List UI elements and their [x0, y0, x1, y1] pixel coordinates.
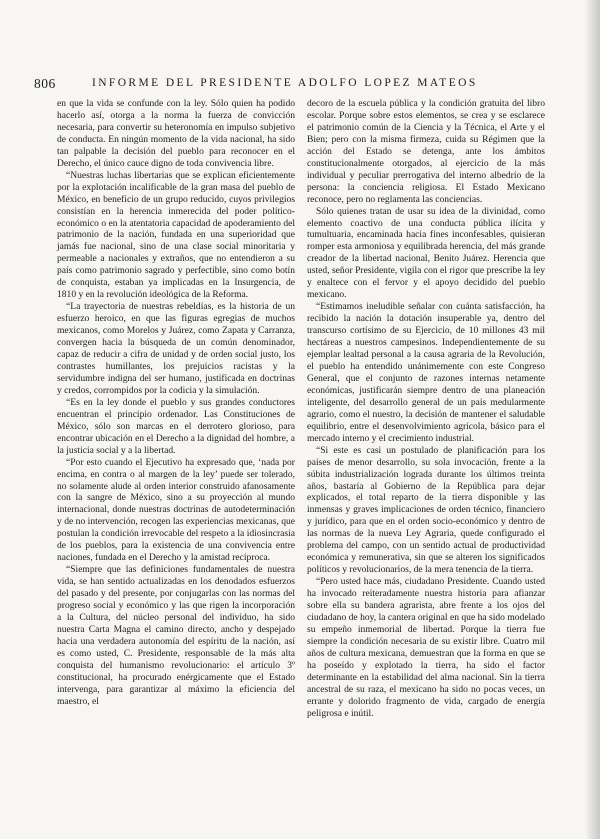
paragraph: “Estimamos ineludible señalar con cuánta satisfacción, ha recibido la nación la dotación insuperable ya, dentro del transcurso cortísimo de su Ejercicio, de 10 millones 43 mil hectáreas a nuestros campesinos. Independientemente de su ejemplar lealtad personal a la causa agraria de la Revolución, el pueblo ha entendido unánimemente con este Congreso General, que el conjunto de razones internas netamente económicas, justificarán siempre dentro de una planeación inteligente, del desarrollo general de un país medularmente agrario, como el nuestro, la decisión de mantener el saludable equilibrio, entre el desenvolvimiento agrícola, básico para el mercado interno y el crecimiento industrial. — [307, 301, 545, 444]
paragraph: Sólo quienes tratan de usar su idea de la divinidad, como elemento coactivo de una conducta pública ilícita y tumultuaria, encaminada hacia fines inconfesables, quisieran romper esta armoniosa y equilibrada herencia, del más grande creador de la libertad nacional, Benito Juárez. Herencia que usted, señor Presidente, vigila con el rigor que prescribe la ley y enaltece con el fervor y el apoyo decidido del pueblo mexicano. — [307, 205, 545, 301]
paragraph: decoro de la escuela pública y la condición gratuita del libro escolar. Porque sobre estos elementos, se crea y se esclarece el patrimonio común de la Ciencia y la Técnica, el Arte y el Bien; pero con la misma firmeza, cuida su Régimen que la acción del Estado se detenga, ante los ámbitos constitucionalmente otorgados, al ejercicio de la más individual y peculiar prerrogativa del interno albedrío de la persona: la conciencia religiosa. El Estado Mexicano reconoce, pero no reglamenta las conciencias. — [307, 98, 545, 205]
paragraph: “Es en la ley donde el pueblo y sus grandes conductores encuentran el principio ordenador. Las Constituciones de México, sólo son marcas en el derrotero glorioso, para encontrar ubicación en el Derecho a la dignidad del hombre, a la justicia social y a la libertad. — [57, 396, 295, 456]
paragraph: “Siempre que las definiciones fundamentales de nuestra vida, se han sentido actualizadas en los denodados esfuerzos del pasado y del presente, por conjugarlas con las normas del progreso social y económico y las que rigen la incorporación a la Cultura, del núcleo personal del individuo, ha sido nuestra Carta Magna el camino directo, ancho y despejado hacia una verdadera autonomía del espíritu de la nación, así es como usted, C. Presidente, responsable de la más alta conquista del humanismo revolucionario: el artículo 3º constitucional, ha procurado enérgicamente que el Estado intervenga, para garantizar al máximo la eficiencia del maestro, el — [57, 564, 295, 707]
scan-edge-shadow — [586, 0, 600, 839]
right-column — [307, 98, 545, 720]
paragraph: “Nuestras luchas libertarias que se explican eficientemente por la explotación incalificable de la gran masa del pueblo de México, en beneficio de un grupo reducido, cuyos privilegios consistían en la herencia inmerecida del poder político-económico o en la atentatoria capacidad de apoderamiento del patrimonio de la nación, fundada en una superioridad que jamás fue nacional, sino de una clase social minoritaria y permeable a nacionales y extraños, que no entendieron a su país como patrimonio sagrado y perfectible, sino como botín de conquista, estaban ya implicadas en la Insurgencia, de 1810 y en la revolución ideológica de la Reforma. — [57, 169, 295, 301]
page-header — [34, 76, 554, 92]
page-number: 806 — [34, 76, 56, 91]
paragraph: en que la vida se confunde con la ley. Sólo quien ha podido hacerlo así, otorga a la norma la fuerza de convicción necesaria, para convertir su heteronomía en impulso subjetivo de conducta. En ningún momento de la vida nacional, ha sido tan palpable la decisión del pueblo para reconocer en el Derecho, el único cauce digno de toda convivencia libre. — [57, 98, 295, 169]
left-column — [57, 98, 295, 708]
running-head: INFORME DEL PRESIDENTE ADOLFO LOPEZ MATEOS — [92, 77, 478, 89]
paragraph: “Si este es casi un postulado de planificación para los países de menor desarrollo, su sola invocación, frente a la súbita industrialización lograda durante los últimos treinta años, bastaría al Gobierno de la República para dejar explicados, el total reparto de la tierra disponible y las inmensas y graves implicaciones de orden técnico, financiero y jurídico, para que en el orden socio-económico y dentro de las normas de la nueva Ley Agraria, quede configurado el problema del campo, con un sentido actual de productividad económica y remunerativa, sin que se alteren los significados políticos y revolucionarios, de la mera tenencia de la tierra. — [307, 444, 545, 576]
paragraph: “Pero usted hace más, ciudadano Presidente. Cuando usted ha invocado reiteradamente nuestra historia para afianzar sobre ella su bandera agrarista, abre frente a los ojos del ciudadano de hoy, la cantera original en que ha sido modelado su empeño inmemorial de libertad. Porque la tierra fue siempre la condición necesaria de su existir libre. Cuatro mil años de cultura mexicana, demuestran que la forma en que se ha poseído y explotado la tierra, ha sido el factor determinante en la estabilidad del alma nacional. Sin la tierra ancestral de su raza, el mexicano ha sido no pocas veces, un errante y dolorido fragmento de vida, cargado de energía peligrosa e inútil. — [307, 576, 545, 719]
paragraph: “La trayectoria de nuestras rebeldías, es la historia de un esfuerzo heroico, en que las figuras egregias de muchos mexicanos, como Morelos y Juárez, como Zapata y Carranza, convergen hacia la búsqueda de un común denominador, capaz de reducir a cifra de unidad y de orden social justo, los contrastes humillantes, los prejuicios racistas y la servidumbre indigna del ser humano, justificada en doctrinas y credos, corrompidos por la codicia y la simulación. — [57, 301, 295, 396]
paragraph: “Por esto cuando el Ejecutivo ha expresado que, ‘nada por encima, en contra o al margen de la ley’ puede ser tolerado, no solamente alude al orden interior construido afanosamente con la sangre de México, sino a su proyección al mundo internacional, donde nuestras doctrinas de autodeterminación y de no intervención, recogen las experiencias mexicanas, que postulan la condición irrevocable del respeto a la idiosincrasia de los pueblos, para la existencia de una convivencia entre naciones, fundada en el Derecho y la amistad recíproca. — [57, 456, 295, 564]
